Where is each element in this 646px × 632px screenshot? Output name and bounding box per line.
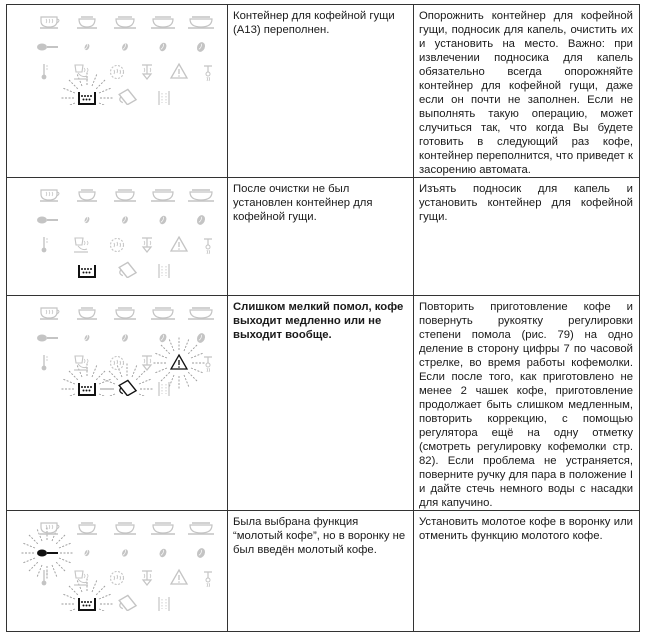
hot-water-icon: [204, 357, 212, 372]
bean-strength-4-icon: [195, 41, 206, 53]
cup-mug-icon: [188, 523, 214, 534]
problem-text: Была выбрана функция “молотый кофе”, но в воронку не был введён молотый кофе.: [228, 511, 414, 632]
cup-small-icon: [77, 190, 97, 201]
cup-large-icon: [151, 190, 175, 201]
descale-icon: [74, 65, 88, 79]
control-panel-diagram: [7, 511, 227, 611]
bean-strength-1-icon: [84, 334, 91, 342]
indicator-panel-cell: [7, 5, 228, 178]
bean-strength-2-icon: [121, 548, 129, 557]
steam-icon: [142, 65, 152, 79]
indicator-panel-cell: [7, 178, 228, 296]
bean-strength-4-icon: [195, 214, 206, 226]
bean-strength-3-icon: [158, 215, 168, 226]
steam-icon: [142, 356, 152, 370]
temperature-icon: [42, 355, 48, 370]
ground-coffee-scoop-icon: [37, 335, 58, 342]
cup-medium-icon: [114, 17, 136, 28]
bean-strength-4-icon: [195, 547, 206, 559]
temperature-icon: [42, 64, 48, 79]
bean-strength-3-icon: [158, 333, 168, 344]
cup-espresso-icon: [40, 523, 59, 534]
descale-icon: [74, 356, 88, 370]
ground-coffee-scoop-icon: [37, 550, 58, 557]
bean-strength-3-icon: [158, 42, 168, 53]
control-panel-diagram: [7, 5, 227, 105]
drip-tray-icon: [159, 382, 169, 396]
warning-icon: [171, 355, 187, 369]
cup-medium-icon: [114, 190, 136, 201]
problem-text: Слишком мелкий помол, кофе выходит медленно или не выходит вообще.: [228, 296, 414, 511]
table-row: [7, 511, 640, 632]
ground-coffee-scoop-icon: [37, 44, 58, 51]
cup-large-icon: [151, 17, 175, 28]
bean-strength-2-icon: [121, 42, 129, 51]
rinse-icon: [111, 66, 124, 79]
cup-espresso-icon: [40, 190, 59, 201]
grounds-container-icon: [79, 265, 95, 277]
indicator-panel-svg: [7, 5, 227, 105]
solution-text: Изъять подносик для капель и установить контейнер для кофейной гущи.: [414, 178, 640, 296]
indicator-panel-svg: [7, 178, 227, 278]
rinse-icon: [111, 357, 124, 370]
hot-water-icon: [204, 66, 212, 81]
cup-mug-icon: [188, 17, 214, 28]
cup-espresso-icon: [40, 17, 59, 28]
problem-text: После очистки не был установлен контейнер для кофейной гущи.: [228, 178, 414, 296]
temperature-icon: [42, 237, 48, 252]
grounds-container-icon: [79, 92, 95, 104]
descale-icon: [74, 571, 88, 585]
control-panel-diagram: [7, 178, 227, 278]
cup-medium-icon: [114, 308, 136, 319]
warning-icon: [171, 570, 187, 584]
indicator-panel-cell: [7, 296, 228, 511]
steam-icon: [142, 571, 152, 585]
cup-medium-icon: [114, 523, 136, 534]
bean-strength-1-icon: [84, 216, 91, 224]
troubleshooting-table: [6, 4, 640, 632]
ground-coffee-scoop-icon: [37, 217, 58, 224]
control-panel-diagram: [7, 296, 227, 396]
problem-text: Контейнер для кофейной гущи (A13) переполнен.: [228, 5, 414, 178]
pitcher-icon: [119, 379, 136, 396]
bean-strength-2-icon: [121, 215, 129, 224]
cup-large-icon: [151, 523, 175, 534]
solution-text: Опорожнить контейнер для кофейной гущи, подносик для капель, очистить их и установить на место. Важно: при извлечении подносика для капель обязательно всегда опорожняйте контейнер для кофейной гущи, даже если он почти не заполнен. Если не выполнять такую операцию, может случиться так, что когда Вы будете готовить в следующий раз кофе, контейнер переполнится, что приведет к засорению автомата.: [414, 5, 640, 178]
indicator-panel-svg: [7, 511, 227, 611]
table-row: [7, 178, 640, 296]
steam-icon: [142, 238, 152, 252]
bean-strength-1-icon: [84, 43, 91, 51]
warning-icon: [171, 237, 187, 251]
table-row: [7, 296, 640, 511]
descale-icon: [74, 238, 88, 252]
solution-text: Установить молотое кофе в воронку или отменить функцию молотого кофе.: [414, 511, 640, 632]
cup-espresso-icon: [40, 308, 59, 319]
cup-large-icon: [151, 308, 175, 319]
hot-water-icon: [204, 239, 212, 254]
grounds-container-icon: [79, 383, 95, 395]
bean-strength-3-icon: [158, 548, 168, 559]
rinse-icon: [111, 572, 124, 585]
cup-mug-icon: [188, 308, 214, 319]
indicator-panel-cell: [7, 511, 228, 632]
drip-tray-icon: [159, 264, 169, 278]
pitcher-icon: [119, 594, 136, 611]
bean-strength-2-icon: [121, 333, 129, 342]
solution-text: Повторить приготовление кофе и повернуть рукоятку регулировки степени помола (рис. 79) на одно деление в сторону цифры 7 по часовой стрелке, во время работы кофемолки. Если после того, как приготовлено не менее 2 чашек кофе, приготовление продолжает быть слишком медленным, повторить коррекцию, с помощью регулятора ещё на одну отметку (смотреть регулировку кофемолки стр. 82). Если проблема не устраняется, поверните ручку для пара в положение I и дайте стечь немного воды с насадки для капучино.: [414, 296, 640, 511]
warning-icon: [171, 64, 187, 78]
bean-strength-4-icon: [195, 332, 206, 344]
rinse-icon: [111, 239, 124, 252]
drip-tray-icon: [159, 597, 169, 611]
pitcher-icon: [119, 88, 136, 105]
drip-tray-icon: [159, 91, 169, 105]
hot-water-icon: [204, 572, 212, 587]
cup-small-icon: [77, 17, 97, 28]
indicator-panel-svg: [7, 296, 227, 396]
cup-small-icon: [77, 308, 97, 319]
cup-mug-icon: [188, 190, 214, 201]
grounds-container-icon: [79, 598, 95, 610]
table-row: [7, 5, 640, 178]
pitcher-icon: [119, 261, 136, 278]
bean-strength-1-icon: [84, 549, 91, 557]
cup-small-icon: [77, 523, 97, 534]
